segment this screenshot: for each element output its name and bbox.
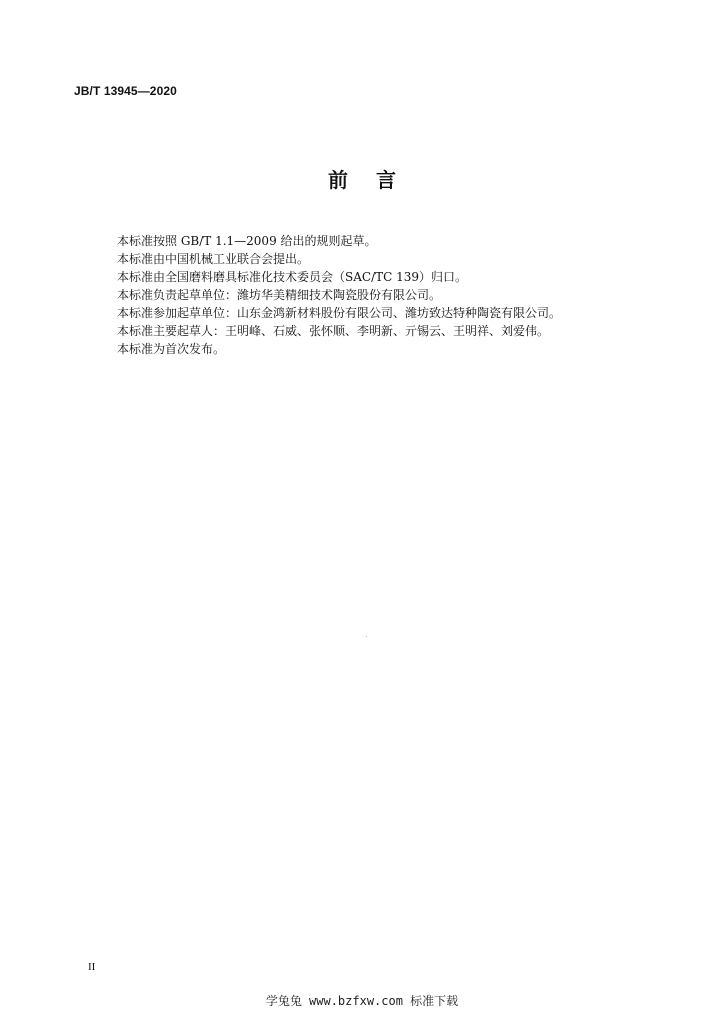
page-title-char-1: 前: [328, 168, 348, 192]
page-number: II: [88, 961, 96, 973]
foreword-body: [117, 232, 677, 358]
page-title-char-2: 言: [376, 168, 396, 192]
paragraph-proposer: 本标准由中国机械工业联合会提出。: [117, 252, 310, 266]
watermark-text: 学兔兔 www.bzfxw.com 标准下载: [265, 994, 459, 1008]
paragraph-main-drafters: 本标准主要起草人：王明峰、石威、张怀顺、李明新、亓锡云、王明祥、刘爱伟。: [117, 324, 550, 338]
page-title: [0, 164, 724, 193]
paragraph-first-release: 本标准为首次发布。: [117, 342, 226, 356]
paragraph-drafting-rules: 本标准按照 GB/T 1.1—2009 给出的规则起草。: [117, 234, 377, 248]
paragraph-centralized-by: 本标准由全国磨料磨具标准化技术委员会（SAC/TC 139）归口。: [117, 270, 468, 284]
paragraph-participating-drafters: 本标准参加起草单位：山东金鸿新材料股份有限公司、潍坊致达特种陶瓷有限公司。: [117, 306, 562, 320]
paragraph-responsible-drafter: 本标准负责起草单位：潍坊华美精细技术陶瓷股份有限公司。: [117, 288, 442, 302]
standard-code: JB/T 13945—2020: [74, 84, 177, 98]
scan-speck: [366, 636, 367, 637]
